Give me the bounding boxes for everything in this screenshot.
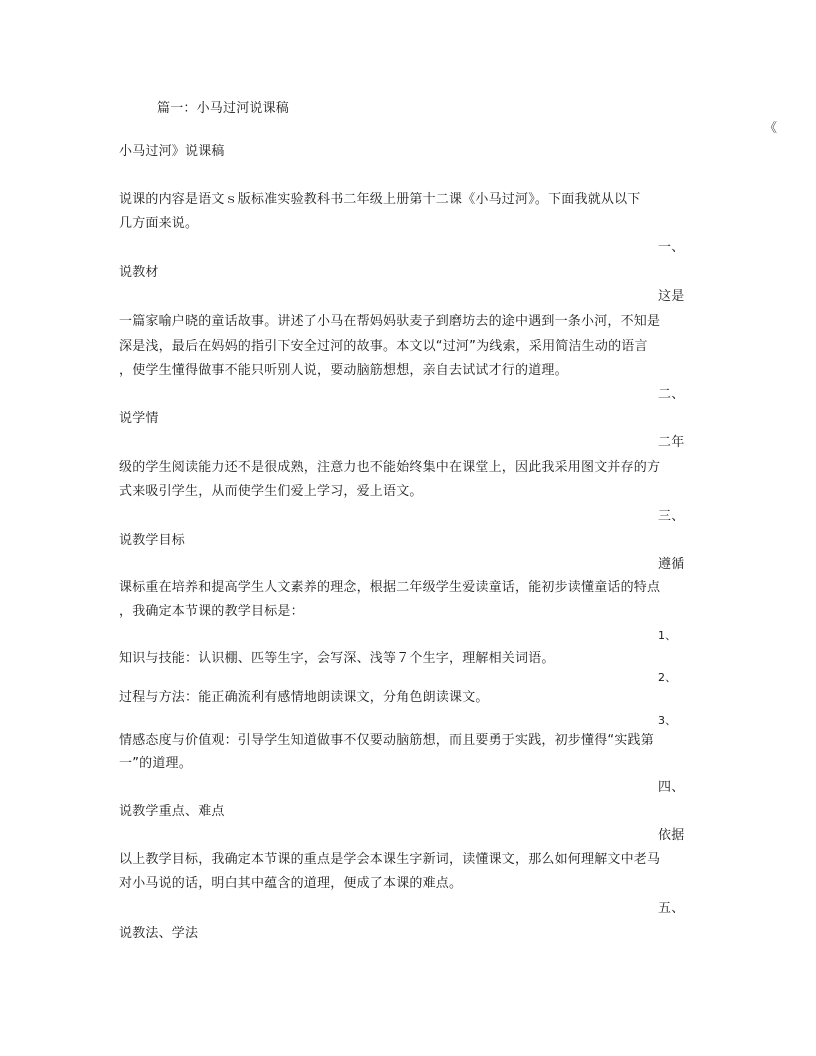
intro-line-1: 说课的内容是语文ｓ版标准实验教科书二年级上册第十二课《小马过河》。下面我就从以下 [119,192,641,207]
section-4-line-1: 以上教学目标，我确定本节课的重点是学会本课生字新词，读懂课文，那么如何理解文中老马 [119,852,661,867]
objective-2-number: 2、 [658,671,677,684]
section-2-line-2: 式来吸引学生，从而使学生们爱上学习，爱上语文。 [119,484,423,499]
section-5-heading: 说教法、学法 [119,926,199,941]
section-3-heading: 说教学目标 [119,533,186,548]
objective-3-text-cont: 一”的道理。 [119,756,192,771]
section-2-line-1: 级的学生阅读能力还不是很成熟，注意力也不能始终集中在课堂上，因此我采用图文并存的方 [119,460,661,475]
section-1-marker: 一、 [658,240,685,255]
section-1-heading: 说教材 [119,265,159,280]
section-2-marker: 二、 [658,387,685,402]
section-5-marker: 五、 [658,901,685,916]
section-4-heading: 说教学重点、难点 [119,804,225,819]
document-subtitle: 小马过河》说课稿 [119,144,225,159]
section-4-lead: 依据 [658,828,685,843]
intro-line-2: 几方面来说。 [119,216,199,231]
section-1-line-2: 深是浅，最后在妈妈的指引下安全过河的故事。本文以“过河”为线索，采用简洁生动的语言 [119,339,648,354]
section-1-line-1: 一篇家喻户晓的童话故事。讲述了小马在帮妈妈驮麦子到磨坊去的途中遇到一条小河，不知是 [119,314,661,329]
objective-3-text: 情感态度与价值观：引导学生知道做事不仅要动脑筋想，而且要勇于实践，初步懂得“实践第 [119,733,654,748]
section-2-heading: 说学情 [119,411,159,426]
document-title: 篇一：小马过河说课稿 [157,101,290,116]
section-2-lead: 二年 [658,435,685,450]
section-3-lead: 遵循 [658,557,685,572]
section-3-marker: 三、 [658,509,685,524]
section-1-lead: 这是 [658,289,685,304]
objective-1-number: 1、 [658,629,677,642]
objective-2-text: 过程与方法：能正确流利有感情地朗读课文，分角色朗读课文。 [119,690,489,705]
section-4-line-2: 对小马说的话，明白其中蕴含的道理，便成了本课的难点。 [119,876,463,891]
section-3-line-2: ，我确定本节课的教学目标是： [119,604,304,619]
section-1-line-3: ，使学生懂得做事不能只听别人说，要动脑筋想想，亲自去试试才行的道理。 [119,363,568,378]
objective-1-text: 知识与技能：认识棚、匹等生字，会写深、浅等７个生字，理解相关词语。 [119,651,555,666]
section-4-marker: 四、 [658,780,685,795]
section-3-line-1: 课标重在培养和提高学生人文素养的理念，根据二年级学生爱读童话，能初步读懂童话的特点 [119,580,661,595]
objective-3-number: 3、 [658,714,677,727]
opening-quote-mark: 《 [764,121,778,136]
